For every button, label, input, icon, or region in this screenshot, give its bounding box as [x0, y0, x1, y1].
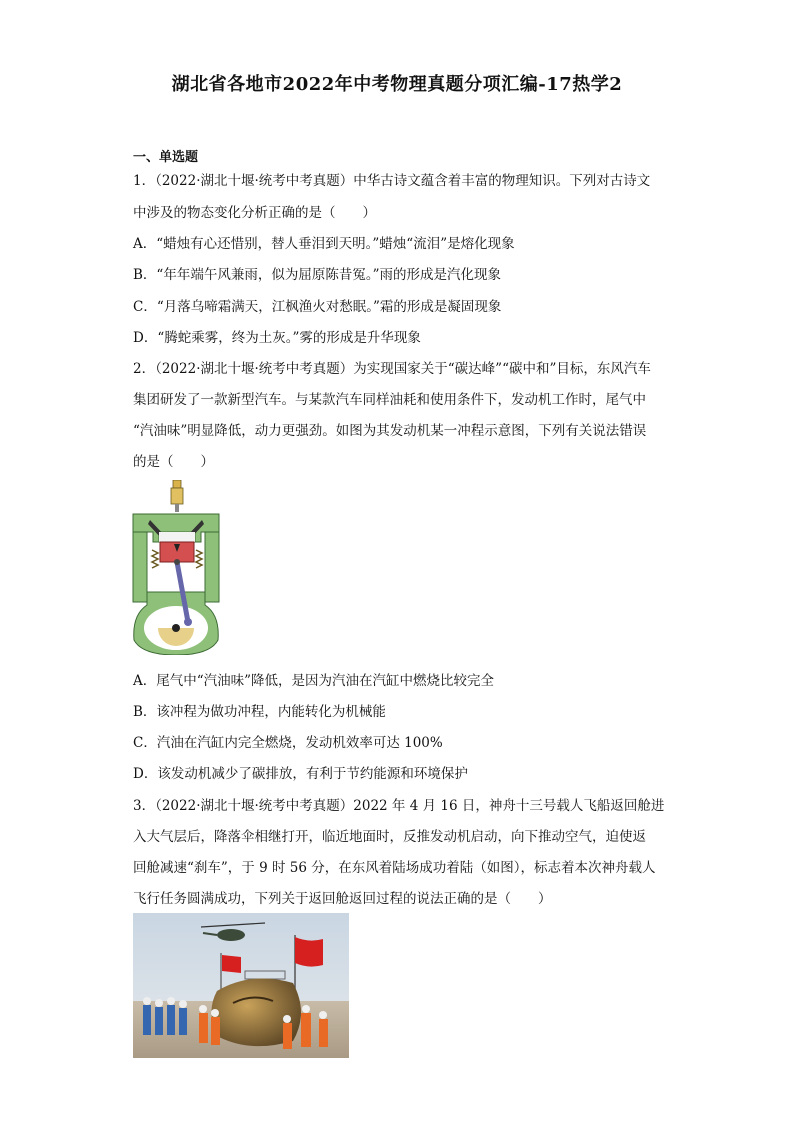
landing-photo — [133, 913, 349, 1058]
q2-stem-line-3: “汽油味”明显降低，动力更强劲。如图为其发动机某一冲程示意图，下列有关说法错误 — [133, 423, 647, 439]
q1-option-a: A．“蜡烛有心还惜别，替人垂泪到天明。”蜡烛“流泪”是熔化现象 — [133, 236, 515, 252]
q2-option-c: C．汽油在汽缸内完全燃烧，发动机效率可达 100% — [133, 735, 443, 751]
engine-stroke-diagram — [130, 480, 222, 655]
q3-stem-line-3: 回舱减速“刹车”，于 9 时 56 分，在东风着陆场成功着陆（如图），标志着本次神舟载人 — [133, 860, 656, 876]
q3-stem-line-2: 入大气层后，降落伞相继打开，临近地面时，反推发动机启动，向下推动空气，迫使返 — [133, 829, 646, 845]
q1-option-d: D．“腾蛇乘雾，终为土灰。”雾的形成是升华现象 — [133, 330, 421, 346]
q2-stem-line-1: 2．（2022·湖北十堰·统考中考真题）为实现国家关于“碳达峰”“碳中和”目标，东风汽车 — [133, 361, 651, 377]
page-title: 湖北省各地市2022年中考物理真题分项汇编-17热学2 — [171, 74, 623, 95]
q1-option-b: B．“年年端午风兼雨，似为屈原陈昔冤。”雨的形成是汽化现象 — [133, 267, 501, 283]
q2-stem-line-4: 的是（ ） — [133, 454, 214, 470]
q2-option-d: D．该发动机减少了碳排放，有利于节约能源和环境保护 — [133, 766, 468, 782]
q1-stem-line-2: 中涉及的物态变化分析正确的是（ ） — [133, 205, 376, 221]
q3-stem-line-4: 飞行任务圆满成功，下列关于返回舱返回过程的说法正确的是（ ） — [133, 891, 552, 907]
section-heading: 一、单选题 — [133, 150, 199, 165]
q1-option-c: C．“月落乌啼霜满天，江枫渔火对愁眠。”霜的形成是凝固现象 — [133, 299, 502, 315]
q1-stem-line-1: 1．（2022·湖北十堰·统考中考真题）中华古诗文蕴含着丰富的物理知识。下列对古诗文 — [133, 173, 651, 189]
q2-stem-line-2: 集团研发了一款新型汽车。与某款汽车同样油耗和使用条件下，发动机工作时，尾气中 — [133, 392, 646, 408]
q2-option-a: A．尾气中“汽油味”降低，是因为汽油在汽缸中燃烧比较完全 — [133, 673, 495, 689]
q2-option-b: B．该冲程为做功冲程，内能转化为机械能 — [133, 704, 386, 720]
q3-stem-line-1: 3．（2022·湖北十堰·统考中考真题）2022 年 4 月 16 日，神舟十三号载人飞船返回舱进 — [133, 798, 665, 814]
